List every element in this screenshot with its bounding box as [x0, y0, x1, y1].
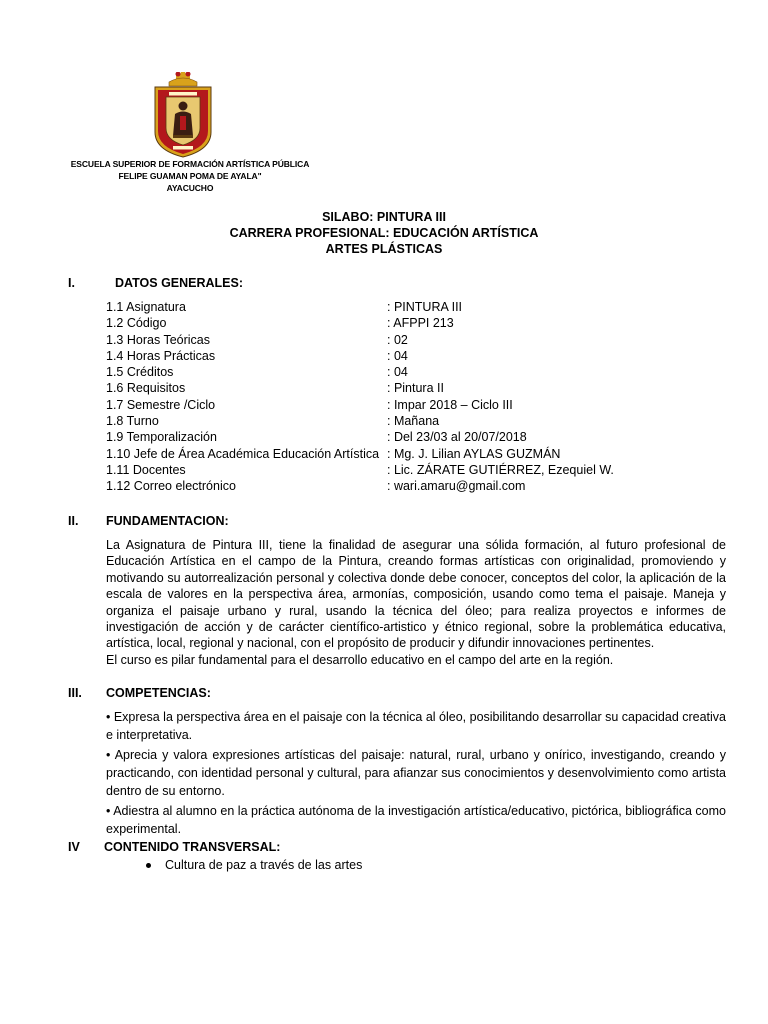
- fundamentacion-text: [106, 537, 726, 668]
- institution-name: [60, 158, 320, 194]
- data-value: : Del 23/03 al 20/07/2018: [387, 430, 527, 445]
- data-value: : wari.amaru@gmail.com: [387, 479, 526, 494]
- section-3-number: III.: [68, 686, 82, 700]
- competencias-list: [106, 708, 726, 840]
- list-item: • Expresa la perspectiva área en el paisaje con la técnica al óleo, posibilitando desarrollar su capacidad creativa e interpretativa.: [106, 710, 727, 742]
- data-value: : Mg. J. Lilian AYLAS GUZMÁN: [387, 446, 561, 461]
- data-key: 1.6 Requisitos: [106, 381, 186, 396]
- section-2-number: II.: [68, 514, 79, 528]
- data-value: : Lic. ZÁRATE GUTIÉRREZ, Ezequiel W.: [387, 462, 614, 477]
- institution-line-1: ESCUELA SUPERIOR DE FORMACIÓN ARTÍSTICA PÚBLICA: [70, 159, 310, 169]
- title-line-2: CARRERA PROFESIONAL: EDUCACIÓN ARTÍSTICA: [229, 226, 539, 240]
- data-key: 1.10 Jefe de Área Académica Educación Artística: [106, 446, 380, 461]
- data-value: : Pintura II: [387, 381, 444, 396]
- section-1-title: DATOS GENERALES:: [115, 276, 244, 290]
- section-4-number: IV: [68, 840, 80, 854]
- data-key: 1.3 Horas Teóricas: [106, 332, 210, 347]
- data-value: : 04: [387, 365, 408, 380]
- data-value: : Mañana: [387, 414, 440, 429]
- institution-line-3: AYACUCHO: [166, 183, 214, 193]
- data-value: : 04: [387, 348, 408, 363]
- transversal-list: [146, 858, 362, 872]
- data-key: 1.5 Créditos: [106, 365, 174, 380]
- data-value: : 02: [387, 332, 408, 347]
- institution-logo: [147, 72, 219, 158]
- section-1-number: I.: [68, 276, 75, 290]
- title-line-1: SILABO: PINTURA III: [322, 210, 446, 224]
- list-item: • Aprecia y valora expresiones artísticas del paisaje: natural, rural, urbano y onírico, investigando, creando y practicando, con identidad personal y cultural, para afianzar sus conocimientos y desenvolvimiento como artista dentro de su entorno.: [106, 748, 726, 798]
- list-item: Cultura de paz a través de las artes: [165, 858, 363, 872]
- coat-of-arms-icon: [147, 72, 219, 158]
- data-value: : Impar 2018 – Ciclo III: [387, 397, 513, 412]
- bullet-icon: [146, 863, 151, 868]
- title-line-3: ARTES PLÁSTICAS: [325, 242, 443, 256]
- section-4-title: CONTENIDO TRANSVERSAL:: [104, 840, 281, 854]
- section-3-heading: [68, 686, 368, 702]
- fundamentacion-paragraph-2: El curso es pilar fundamental para el desarrollo educativo en el campo del arte en la región.: [106, 652, 614, 667]
- data-value: : PINTURA III: [387, 300, 463, 314]
- data-key: 1.1 Asignatura: [106, 300, 186, 314]
- data-key: 1.2 Código: [106, 316, 167, 331]
- data-key: 1.7 Semestre /Ciclo: [106, 397, 216, 412]
- document-title: [0, 209, 768, 257]
- fundamentacion-paragraph-1: La Asignatura de Pintura III, tiene la finalidad de asegurar una sólida formación, al futuro profesional de Educación Artística en el campo de la Pintura, creando formas artísticas con originalidad, promoviendo y motivando su autorrealización personal y colectiva donde debe conocer, conceptos del color, la aplicación de la escala de valores en la perspectiva área, armonías, composición, usando como tema el paisaje. Maneja y organiza el paisaje urbano y rural, usando la técnica del óleo; para realiza proyectos e informes de investigación de acción y de carácter científico-artistico y étnico regional, sobre la problemática educativa, artística, local, regional y nacional, con el propósito de producir y difundir innovaciones pertinentes.: [106, 538, 726, 651]
- data-value: : AFPPI 213: [387, 316, 454, 331]
- section-3-title: COMPETENCIAS:: [106, 686, 211, 700]
- data-key: 1.11 Docentes: [106, 462, 186, 477]
- institution-line-2: FELIPE GUAMAN POMA DE AYALA": [118, 171, 262, 181]
- section-2-heading: [68, 514, 368, 530]
- section-2-title: FUNDAMENTACION:: [106, 514, 229, 528]
- data-key: 1.12 Correo electrónico: [106, 479, 236, 494]
- data-key: 1.9 Temporalización: [106, 430, 217, 445]
- data-key: 1.4 Horas Prácticas: [106, 348, 216, 363]
- list-item: • Adiestra al alumno en la práctica autónoma de la investigación artística/educativo, pictórica, bibliográfica como experimental.: [106, 804, 726, 836]
- section-1-heading: [68, 276, 368, 292]
- data-key: 1.8 Turno: [106, 414, 159, 429]
- section-4-heading: [68, 840, 388, 856]
